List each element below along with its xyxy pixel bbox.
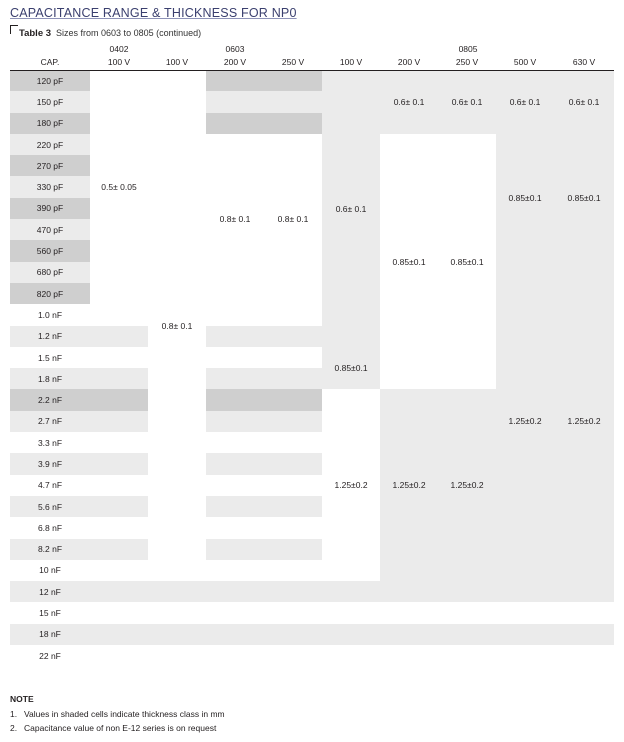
empty-cell-0603-250V [264,368,322,389]
empty-cell-0805-630V [554,602,614,623]
empty-cell-0603-250V [264,411,322,432]
empty-cell-0603-250V [264,70,322,91]
empty-cell-0603-200V [206,539,264,560]
cap-value-cell: 220 pF [10,134,90,155]
cap-value-cell: 2.2 nF [10,389,90,410]
cap-value-cell: 1.8 nF [10,368,90,389]
thickness-cell-0805-500V: 1.25±0.2 [496,262,554,581]
notes-section [10,694,610,737]
cap-value-cell: 270 pF [10,155,90,176]
cap-value-cell: 2.7 nF [10,411,90,432]
empty-cell-0805-100V [322,645,380,666]
thickness-cell-0805-250V: 1.25±0.2 [438,389,496,581]
empty-cell-0402-100V [90,475,148,496]
header-voltage-0805-100V: 100 V [339,57,363,68]
capacitance-table [10,42,614,666]
table-header-voltages [10,55,614,70]
empty-cell-0603-200V [206,326,264,347]
note-item [10,723,610,733]
empty-cell-0603-250V [264,326,322,347]
empty-cell-0603-250V [264,624,322,645]
empty-cell-0805-200V [380,624,438,645]
empty-cell-0402-100V [90,539,148,560]
header-size-0402: 0402 [109,43,129,54]
empty-cell-0603-200V [206,624,264,645]
empty-cell-0603-250V [264,602,322,623]
empty-cell-0402-100V [90,602,148,623]
cap-value-cell: 330 pF [10,176,90,197]
empty-cell-0805-100V [322,624,380,645]
header-cap-blank [10,42,90,55]
table-label: Table 3 [19,28,52,39]
empty-cell-0805-100V [322,581,380,602]
thickness-cell-0805-100V: 0.6± 0.1 [322,70,380,347]
empty-cell-0805-500V [496,624,554,645]
empty-cell-0402-100V [90,581,148,602]
table-row [10,581,614,602]
empty-cell-0402-100V [90,645,148,666]
empty-cell-0603-200V [206,389,264,410]
empty-cell-0805-500V [496,645,554,666]
thickness-cell-0805-100V: 1.25±0.2 [322,389,380,581]
thickness-cell-0805-630V: 1.25±0.2 [554,262,614,581]
empty-cell-0603-200V [206,560,264,581]
empty-cell-0805-200V [380,581,438,602]
note-number: 2. [10,723,18,733]
empty-cell-0603-250V [264,539,322,560]
table-caption [10,25,201,39]
empty-cell-0805-500V [496,602,554,623]
empty-cell-0603-200V [206,70,264,91]
header-voltage-0402-100V: 100 V [107,57,131,68]
empty-cell-0603-250V [264,453,322,474]
empty-cell-0402-100V [90,326,148,347]
empty-cell-0603-250V [264,389,322,410]
empty-cell-0603-200V [206,602,264,623]
header-voltage-0603-200V: 200 V [223,57,247,68]
empty-cell-0603-200V [206,91,264,112]
empty-cell-0805-250V [438,624,496,645]
capacitance-table-wrapper [10,42,614,666]
thickness-cell-0805-100V: 0.85±0.1 [322,347,380,390]
empty-cell-0603-200V [206,304,264,325]
empty-cell-0805-250V [438,645,496,666]
empty-cell-0402-100V [90,453,148,474]
cap-value-cell: 15 nF [10,602,90,623]
empty-cell-0603-200V [206,581,264,602]
cap-value-cell: 150 pF [10,91,90,112]
empty-cell-0603-250V [264,113,322,134]
note-item [10,709,610,719]
empty-cell-0805-200V [380,602,438,623]
table-row [10,602,614,623]
empty-cell-0603-250V [264,496,322,517]
cap-value-cell: 22 nF [10,645,90,666]
empty-cell-0402-100V [90,411,148,432]
thickness-cell-0603-100V: 0.8± 0.1 [148,70,206,581]
header-voltage-0805-500V: 500 V [513,57,537,68]
empty-cell-0402-100V [90,389,148,410]
thickness-cell-0402-100V: 0.5± 0.05 [90,70,148,304]
table-row [10,624,614,645]
empty-cell-0805-630V [554,581,614,602]
empty-cell-0402-100V [90,496,148,517]
empty-cell-0603-100V [148,602,206,623]
thickness-cell-0805-630V: 0.6± 0.1 [554,70,614,134]
cap-value-cell: 1.0 nF [10,304,90,325]
empty-cell-0805-630V [554,645,614,666]
notes-title: NOTE [10,694,34,704]
empty-cell-0402-100V [90,368,148,389]
table-row [10,645,614,666]
empty-cell-0603-250V [264,304,322,325]
empty-cell-0603-250V [264,560,322,581]
header-size-0805: 0805 [458,43,478,54]
table-header-sizes [10,42,614,55]
empty-cell-0603-200V [206,347,264,368]
header-voltage-0805-200V: 200 V [397,57,421,68]
header-voltage-0805-630V: 630 V [572,57,596,68]
thickness-cell-0805-630V: 0.85±0.1 [554,134,614,262]
empty-cell-0402-100V [90,347,148,368]
empty-cell-0402-100V [90,624,148,645]
empty-cell-0603-250V [264,91,322,112]
cap-value-cell: 8.2 nF [10,539,90,560]
empty-cell-0603-100V [148,581,206,602]
header-voltage-0603-250V: 250 V [281,57,305,68]
cap-value-cell: 5.6 nF [10,496,90,517]
cap-value-cell: 10 nF [10,560,90,581]
empty-cell-0603-200V [206,645,264,666]
empty-cell-0402-100V [90,517,148,538]
cap-value-cell: 470 pF [10,219,90,240]
empty-cell-0805-500V [496,581,554,602]
thickness-cell-0603-250V: 0.8± 0.1 [264,134,322,304]
empty-cell-0805-250V [438,602,496,623]
empty-cell-0603-100V [148,645,206,666]
empty-cell-0402-100V [90,304,148,325]
cap-value-cell: 18 nF [10,624,90,645]
thickness-cell-0805-500V: 0.85±0.1 [496,134,554,262]
empty-cell-0603-250V [264,645,322,666]
empty-cell-0603-200V [206,432,264,453]
cap-value-cell: 12 nF [10,581,90,602]
empty-cell-0402-100V [90,432,148,453]
thickness-cell-0805-200V: 1.25±0.2 [380,389,438,581]
cap-value-cell: 560 pF [10,240,90,261]
note-text: Values in shaded cells indicate thickness class in mm [24,709,225,719]
header-voltage-0603-100V: 100 V [165,57,189,68]
thickness-cell-0805-200V: 0.85±0.1 [380,134,438,390]
table-subtitle: Sizes from 0603 to 0805 (continued) [56,28,202,38]
empty-cell-0603-100V [148,624,206,645]
empty-cell-0805-200V [380,645,438,666]
empty-cell-0805-100V [322,602,380,623]
header-voltage-0805-250V: 250 V [455,57,479,68]
cap-value-cell: 6.8 nF [10,517,90,538]
cap-value-cell: 4.7 nF [10,475,90,496]
empty-cell-0603-250V [264,475,322,496]
empty-cell-0402-100V [90,560,148,581]
empty-cell-0603-250V [264,347,322,368]
thickness-cell-0805-250V: 0.6± 0.1 [438,70,496,134]
empty-cell-0603-200V [206,475,264,496]
thickness-cell-0805-500V: 0.6± 0.1 [496,70,554,134]
note-number: 1. [10,709,18,719]
empty-cell-0603-200V [206,113,264,134]
cap-value-cell: 680 pF [10,262,90,283]
thickness-cell-0603-200V: 0.8± 0.1 [206,134,264,304]
empty-cell-0603-200V [206,411,264,432]
header-size-0603: 0603 [225,43,245,54]
thickness-cell-0805-250V: 0.85±0.1 [438,134,496,390]
empty-cell-0603-200V [206,368,264,389]
empty-cell-0603-250V [264,432,322,453]
header-cap-label: CAP. [40,57,60,68]
note-text: Capacitance value of non E-12 series is on request [24,723,217,733]
page-title: CAPACITANCE RANGE & THICKNESS FOR NP0 [10,6,297,20]
empty-cell-0603-250V [264,581,322,602]
bracket-icon [10,25,18,34]
empty-cell-0603-200V [206,496,264,517]
cap-value-cell: 3.9 nF [10,453,90,474]
cap-value-cell: 1.2 nF [10,326,90,347]
table-row [10,70,614,91]
empty-cell-0603-200V [206,453,264,474]
cap-value-cell: 1.5 nF [10,347,90,368]
cap-value-cell: 180 pF [10,113,90,134]
empty-cell-0603-200V [206,517,264,538]
cap-value-cell: 390 pF [10,198,90,219]
empty-cell-0805-630V [554,624,614,645]
thickness-cell-0805-200V: 0.6± 0.1 [380,70,438,134]
cap-value-cell: 120 pF [10,70,90,91]
cap-value-cell: 820 pF [10,283,90,304]
empty-cell-0805-250V [438,581,496,602]
cap-value-cell: 3.3 nF [10,432,90,453]
empty-cell-0603-250V [264,517,322,538]
